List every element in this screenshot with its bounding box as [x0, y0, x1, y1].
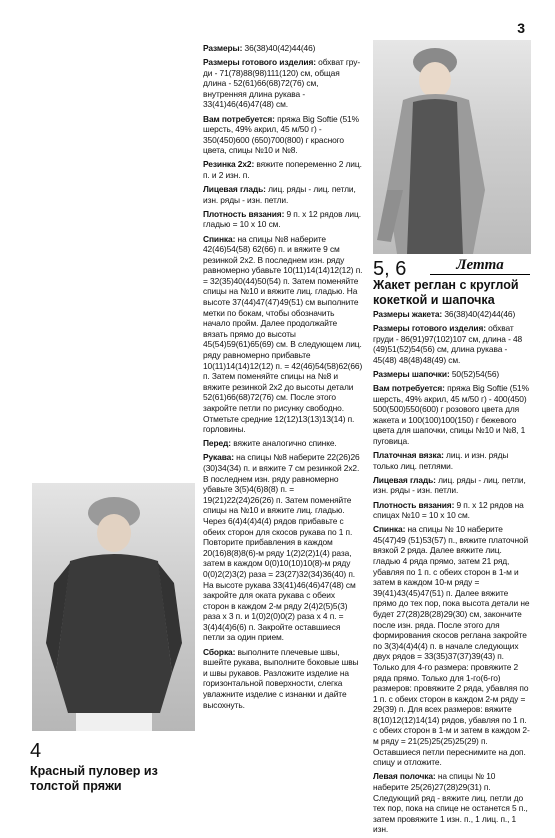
jacket-instructions: [373, 309, 530, 838]
para-sleeves: Рукава: на спицы №8 наберите 22(26)26 (30)34(34) п. и вяжите 7 см резинкой 2х2. В последнем изн. ряду равномерно убавьте 3(5)4(6)8(8) п. = 19(21)22(24)26(26) п. Затем поменяйте спицы на №10 и вяжите лиц. гладью. Через 6(4)4(4)4(4) рядов прибавьте с обеих сторон для скосов рукава по 1 п. Повторите прибавления в каждом 20(16)8(8)8(6)-м ряду 1(2)2(2)1(4) раза, затем в каждом 0(0)10(10)10(8)-м ряду 0(0)2(2)3(2) раза = 23(27)32(34)36(40) п. На высоте рукава 33(41)46(46)47(48) см закройте для оката рукава с обеих сторон в каждом 2-м ряду 2(4)2(5)5(3) раза х 3 п. и 1(0)2(0)0(2) раза х 4 п. = 3(4)4(4)6(6) п. Закройте оставшиеся петли за один прием.: [203, 452, 360, 643]
para-garter: Платочная вязка: лиц. и изн. ряды только лиц. петлями.: [373, 450, 509, 471]
para-stockinette: Лицевая гладь: лиц. ряды - лиц. петли, изн. ряды - изн. петли.: [203, 184, 356, 205]
para-front: Перед: вяжите аналогично спинке.: [203, 438, 337, 449]
pullover-photo-illustration: [32, 483, 195, 731]
pullover-title: Красный пуловер из толстой пряжи: [30, 764, 158, 793]
para-materials: Вам потребуется: пряжа Big Softie (51% шерсть, 49% акрил, 45 м/50 г) - 350(450)600 (650)700(800) г красного цвета, спицы №10 и №8.: [203, 113, 359, 156]
jacket-photo-illustration: [373, 40, 531, 254]
jacket-title: Жакет реглан с круглой кокеткой и шапочка: [373, 278, 519, 307]
para-back: Спинка: на спицы №8 наберите 42(46)54(58) 62(66) п. и вяжите 9 см резинкой 2х2. В последнем изн. ряду равномерно убавьте 10(11)14(14)12(12) п. = 32(35)40(44)50(54) п. Затем поменяйте спицы на №10 и вяжите лиц. гладью. На высоте 37(44)47(47)49(51) см выполните метки по бокам, чтобы обозначить начало пройм. Далее продолжайте вязать прямо до высоты 45(54)59(61)65(69) см. В следующем лиц. ряду равномерно прибавьте 10(11)14(14)12(12) п. = 42(46)54(58)62(66) п. Затем поменяйте спицы на №8 и вяжите резинкой 2х2 до высоты детали 52(61)66(68)72(76) см. После этого закройте петли по рисунку свободно. Отметьте средние 12(12)13(13)13(14) п. горловины.: [203, 233, 363, 435]
pullover-instructions: [203, 43, 363, 714]
para-gauge: Плотность вязания: 9 п. х 12 рядов лиц. гладью = 10 х 10 см.: [203, 208, 361, 230]
para-hat-sizes: Размеры шапочки: 50(52)54(56): [373, 368, 500, 379]
pullover-photo: [32, 483, 195, 731]
jacket-item-number: 5, 6: [373, 258, 407, 280]
jacket-photo: [373, 40, 531, 254]
para-finished-size: Размеры готового изделия: обхват гру-ди - 71(78)88(98)111(120) см, общая длина - 52(61)66(68)72(76) см, внутренняя длина рукава - 33(41)46(46)47(48) см.: [203, 57, 361, 110]
para-jacket-sizes: Размеры жакета: 36(38)40(42)44(46): [373, 309, 516, 319]
para-sizes: Размеры: 36(38)40(42)44(46): [203, 43, 316, 53]
para-assembly: Сборка: выполните плечевые швы, вшейте рукава, выполните боковые швы и швы рукавов. Разложите изделие на горизонтальной поверхности, слегка увлажните изделие с изнанки и дайте высохнуть.: [203, 646, 359, 710]
para-jacket-finished-size: Размеры готового изделия: обхват груди - 86(91)97(102)107 см, длина - 48 (49)51(52)54(56) см, длина рукава - 45(48) 48(48)48(49) см.: [373, 323, 523, 365]
para-jacket-stockinette: Лицевая гладь: лиц. ряды - лиц. петли, изн. ряды - изн. петли.: [373, 474, 526, 496]
para-jacket-materials: Вам потребуется: пряжа Big Softie (51% шерсть, 49% акрил, 45 м/50 г) - 400(450) 500(500)550(600) г розового цвета для жакета и 100(100)100(150) г бежевого цвета для шапочки, спицы №10 и №8, 1 пуговица.: [373, 383, 529, 447]
para-left-front: Левая полочка: на спицы № 10 наберите 25(26)27(28)29(31) п. Следующий ряд - вяжите лиц. петли до тех пор, пока на спице не останется 5 п., затем провяжите 1 изн. п., 1 лиц. п., 1 изн.: [373, 771, 528, 835]
jacket-brand: Летта: [430, 257, 530, 275]
para-rib: Резинка 2х2: вяжите попеременно 2 лиц. п. и 2 изн. п.: [203, 159, 362, 181]
pullover-item-number: 4: [30, 740, 42, 762]
para-jacket-back: Спинка: на спицы № 10 наберите 45(47)49 (51)53(57) п., вяжите платочной вязкой 2 ряда. Далее вяжите лиц. гладью 4 ряда прямо, затем 21 ряд, убавляя по 1 п. с обеих сторон в 1-м и затем в каждом 10-м ряду = 39(41)43(45)47(51) п. Далее вяжите прямо до тех пор, пока высота детали не будет 27(28)28(28)29(30) см, закончите после изн. ряда. После этого для формирования скосов реглана закройте по 3(3)4(4)4(4) п. в начале следующих двух рядов = 33(35)37(37)39(43) п. Только для 4-го размера: провяжите 2 ряда прямо. Только для 1-го(6-го) размеров: провяжите 2 ряда, убавляя по 1 п. с обеих сторон в каждом 2-м ряду = 29(39) п. Для всех размеров: вяжите 8(10)12(12)14(14) рядов, убавляя по 1 п. с обеих сторон в 1-м и затем в каждом 2-м ряду = 21(25)25(25)25(29) п. Оставшиеся петли переснимите на доп. спицу и отложите.: [373, 524, 530, 768]
page-number: 3: [517, 20, 525, 36]
para-jacket-gauge: Плотность вязания: 9 п. х 12 рядов на спицах №10 = 10 х 10 см.: [373, 499, 524, 521]
